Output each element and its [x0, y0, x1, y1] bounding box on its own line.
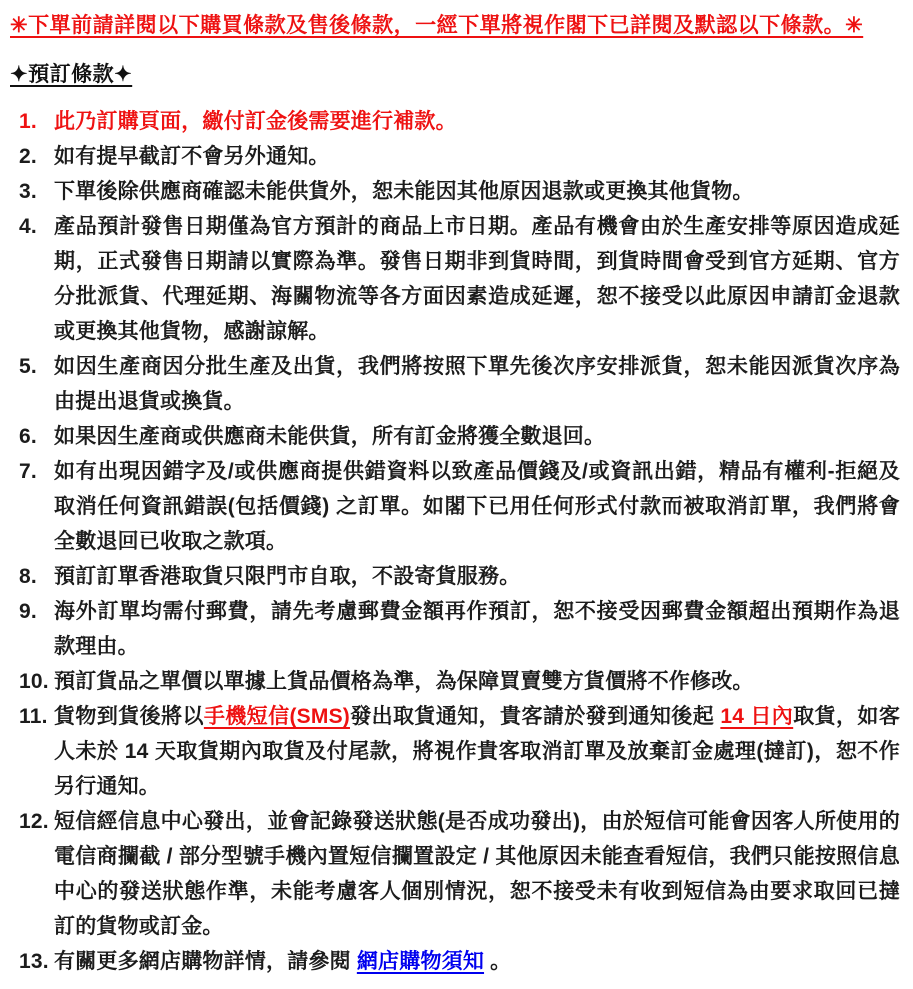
- term-number: 4.: [19, 215, 37, 238]
- term-item: [10, 349, 901, 419]
- term-text: 此乃訂購頁面，繳付訂金後需要進行補款。: [54, 110, 457, 133]
- term-number: 3.: [19, 180, 37, 203]
- term-text: 預訂貨品之單價以單據上貨品價格為準，為保障買賣雙方貨價將不作修改。: [54, 670, 754, 693]
- term-text: 。: [484, 950, 512, 973]
- term-number: 9.: [19, 600, 37, 623]
- term-text: 海外訂單均需付郵費，請先考慮郵費金額再作預訂，恕不接受因郵費金額超出預期作為退款理由。: [54, 600, 900, 658]
- term-text: 如因生產商因分批生產及出貨，我們將按照下單先後次序安排派貨，恕未能因派貨次序為由提出退貨或換貨。: [54, 355, 900, 413]
- term-item: [10, 804, 901, 944]
- term-item: [10, 944, 901, 979]
- term-number: 11.: [19, 705, 48, 728]
- term-number: 5.: [19, 355, 37, 378]
- term-text: 如有出現因錯字及/或供應商提供錯資料以致產品價錢及/或資訊出錯，精品有權利-拒絕及取消任何資訊錯誤(包括價錢) 之訂單。如閣下已用任何形式付款而被取消訂單，我們將會全數退回已收取之款項。: [54, 460, 900, 553]
- term-text: 發出取貨通知，貴客請於發到通知後起: [349, 705, 721, 728]
- term-item: [10, 209, 901, 349]
- term-number: 1.: [19, 110, 37, 133]
- shop-guide-link[interactable]: 網店購物須知: [356, 950, 485, 973]
- term-item: [10, 174, 901, 209]
- term-item: [10, 559, 901, 594]
- highlighted-term-text: 14 日內: [720, 705, 794, 728]
- term-text: 短信經信息中心發出，並會記錄發送狀態(是否成功發出)，由於短信可能會因客人所使用的電信商攔截 / 部分型號手機內置短信攔置設定 / 其他原因未能查看短信，我們只能按照信息中心的發送狀態作準，未能考慮客人個別情況，恕不接受未有收到短信為由要求取回已撻訂的貨物或訂金。: [54, 810, 900, 938]
- term-number: 10.: [19, 670, 49, 693]
- term-text: 下單後除供應商確認未能供貨外，恕未能因其他原因退款或更換其他貨物。: [54, 180, 754, 203]
- term-number: 2.: [19, 145, 37, 168]
- term-text: 如果因生產商或供應商未能供貨，所有訂金將獲全數退回。: [54, 425, 606, 448]
- term-item: [10, 664, 901, 699]
- term-number: 7.: [19, 460, 37, 483]
- term-item: [10, 454, 901, 559]
- term-text: 有關更多網店購物詳情，請參閱: [54, 950, 357, 973]
- preorder-terms-heading: ✦預訂條款✦: [10, 63, 133, 86]
- highlighted-term-text: 手機短信(SMS): [203, 705, 350, 728]
- term-number: 8.: [19, 565, 37, 588]
- purchase-notice-title: ✳下單前請詳閱以下購買條款及售後條款，一經下單將視作閣下已詳閱及默認以下條款。✳: [10, 14, 864, 37]
- term-text: 貨物到貨後將以: [54, 705, 204, 728]
- term-item: [10, 104, 901, 139]
- term-number: 12.: [19, 810, 49, 833]
- term-text: 取貨，如客人未於 14 天取貨期內取貨及付尾款，將視作貴客取消訂單及放棄訂金處理(撻訂)，恕不作另行通知。: [54, 705, 901, 798]
- term-text: 預訂訂單香港取貨只限門市自取，不設寄貨服務。: [54, 565, 521, 588]
- term-number: 6.: [19, 425, 37, 448]
- terms-list: [10, 104, 901, 979]
- term-text: 如有提早截訂不會另外通知。: [54, 145, 330, 168]
- term-number: 13.: [19, 950, 49, 973]
- term-item: [10, 139, 901, 174]
- term-item: [10, 699, 901, 804]
- term-item: [10, 419, 901, 454]
- term-item: [10, 594, 901, 664]
- term-text: 產品預計發售日期僅為官方預計的商品上市日期。產品有機會由於生產安排等原因造成延期，正式發售日期請以實際為準。發售日期非到貨時間，到貨時間會受到官方延期、官方分批派貨、代理延期、海關物流等各方面因素造成延遲，恕不接受以此原因申請訂金退款或更換其他貨物，感謝諒解。: [54, 215, 900, 343]
